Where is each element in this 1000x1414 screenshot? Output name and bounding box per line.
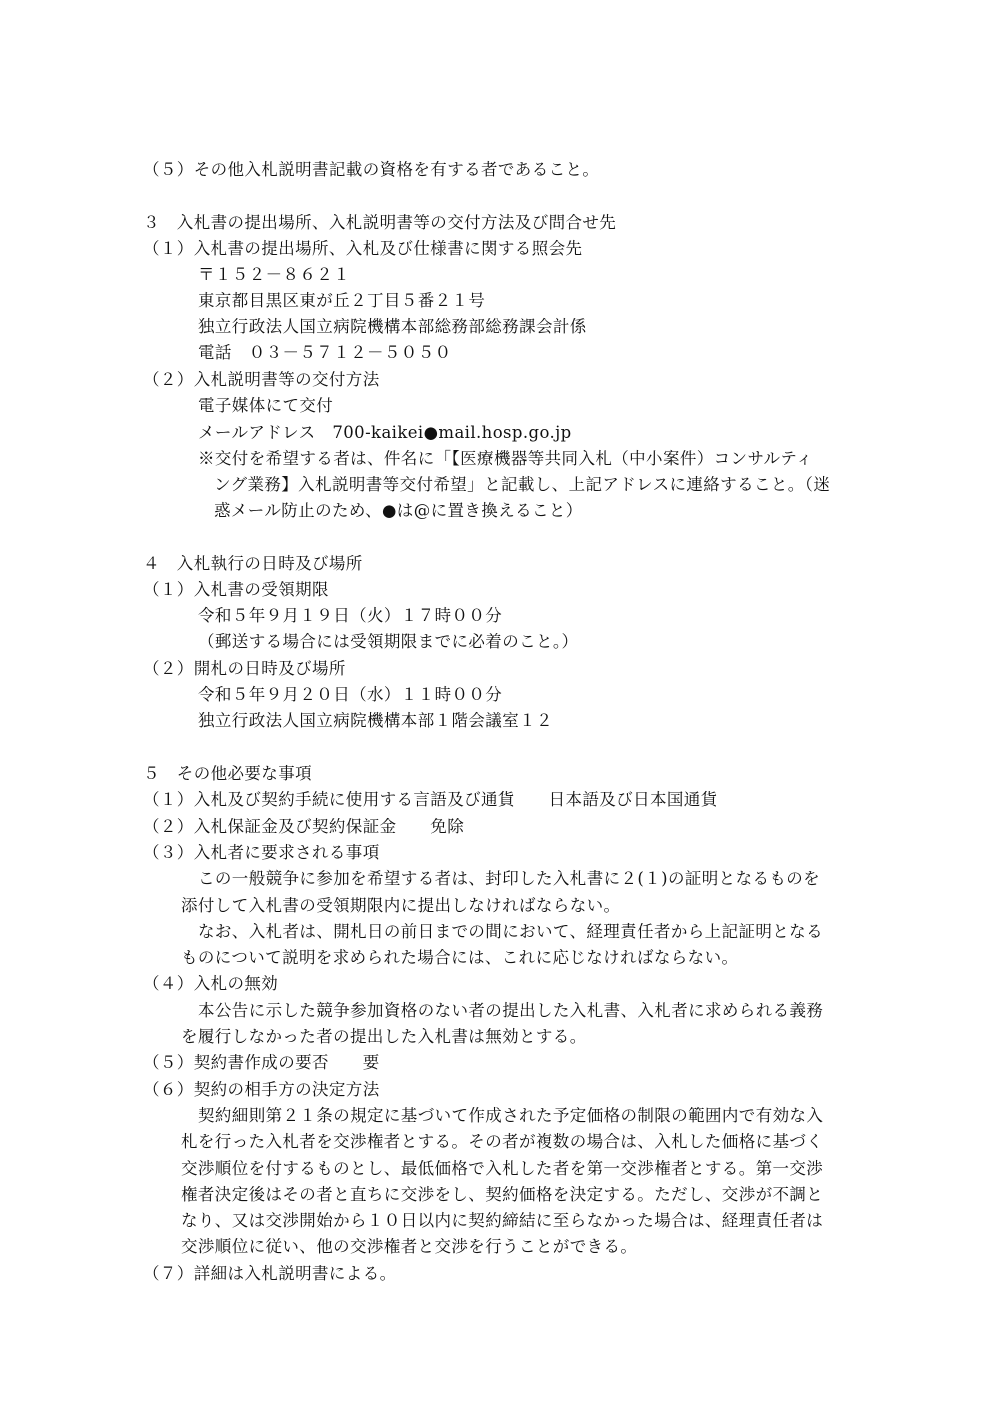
sec5-item6-line6: 交渉順位に従い、他の交渉権者と交渉を行うことができる。 [181,1237,638,1256]
sec5-item4-line1: 本公告に示した競争参加資格のない者の提出した入札書、入札者に求められる義務 [198,1001,824,1020]
sec5-item6-line2: 札を行った入札者を交渉権者とする。その者が複数の場合は、入札した価格に基づく [181,1132,824,1151]
sec5-item6-line1: 契約細則第２１条の規定に基づいて作成された予定価格の制限の範囲内で有効な入 [198,1106,824,1125]
sec4-item2-label: （２）開札の日時及び場所 [143,659,346,678]
sec5-item7: （７）詳細は入札説明書による。 [143,1264,397,1283]
sec3-address: 東京都目黒区東が丘２丁目５番２１号 [198,291,486,310]
sec5-item3-p1-line1: この一般競争に参加を希望する者は、封印した入札書に２(１)の証明となるものを [198,869,821,888]
sec4-deadline-note: （郵送する場合には受領期限までに必着のこと。） [198,632,579,651]
sec4-item1-label: （１）入札書の受領期限 [143,580,329,599]
sec3-organization: 独立行政法人国立病院機構本部総務部総務課会計係 [198,317,587,336]
sec3-item2-label: （２）入札説明書等の交付方法 [143,370,380,389]
sec5-item3-p2-line2: ものについて説明を求められた場合には、これに応じなければならない。 [181,948,739,967]
sec3-email: メールアドレス 700-kaikei●mail.hosp.go.jp [198,423,572,442]
sec3-note-line2: ング業務】入札説明書等交付希望」と記載し、上記アドレスに連絡すること。（迷 [214,475,831,494]
sec4-heading: ４ 入札執行の日時及び場所 [143,554,363,573]
sec3-delivery-method: 電子媒体にて交付 [198,396,334,415]
sec5-item5: （５）契約書作成の要否 要 [143,1053,380,1072]
sec3-postal-code: 〒１５２－８６２１ [198,265,351,284]
sec4-deadline-datetime: 令和５年９月１９日（火）１７時００分 [198,606,503,625]
sec3-item1-label: （１）入札書の提出場所、入札及び仕様書に関する照会先 [143,239,583,258]
sec5-item6-label: （６）契約の相手方の決定方法 [143,1080,380,1099]
sec5-item2: （２）入札保証金及び契約保証金 免除 [143,817,465,836]
sec3-phone: 電話 ０３－５７１２－５０５０ [198,343,452,362]
sec5-item3-label: （３）入札者に要求される事項 [143,843,380,862]
sec5-item6-line4: 権者決定後はその者と直ちに交渉をし、契約価格を決定する。ただし、交渉が不調と [181,1185,824,1204]
sec2-item5: （５）その他入札説明書記載の資格を有する者であること。 [143,160,600,179]
sec5-item1: （１）入札及び契約手続に使用する言語及び通貨 日本語及び日本国通貨 [143,790,718,809]
sec4-opening-place: 独立行政法人国立病院機構本部１階会議室１２ [198,711,553,730]
sec3-note-line1: ※交付を希望する者は、件名に「【医療機器等共同入札（中小案件）コンサルティ [198,449,813,468]
sec4-opening-datetime: 令和５年９月２０日（水）１１時００分 [198,685,503,704]
sec3-note-line3: 惑メール防止のため、●は@に置き換えること） [214,501,583,520]
sec5-item6-line5: なり、又は交渉開始から１０日以内に契約締結に至らなかった場合は、経理責任者は [181,1211,824,1230]
sec3-heading: ３ 入札書の提出場所、入札説明書等の交付方法及び問合せ先 [143,213,617,232]
sec5-item6-line3: 交渉順位を付するものとし、最低価格で入札した者を第一交渉権者とする。第一交渉 [181,1159,824,1178]
sec5-heading: ５ その他必要な事項 [143,764,312,783]
sec5-item3-p1-line2: 添付して入札書の受領期限内に提出しなければならない。 [181,896,621,915]
sec5-item3-p2-line1: なお、入札者は、開札日の前日までの間において、経理責任者から上記証明となる [198,922,823,941]
sec5-item4-line2: を履行しなかった者の提出した入札書は無効とする。 [181,1027,587,1046]
sec5-item4-label: （４）入札の無効 [143,974,279,993]
